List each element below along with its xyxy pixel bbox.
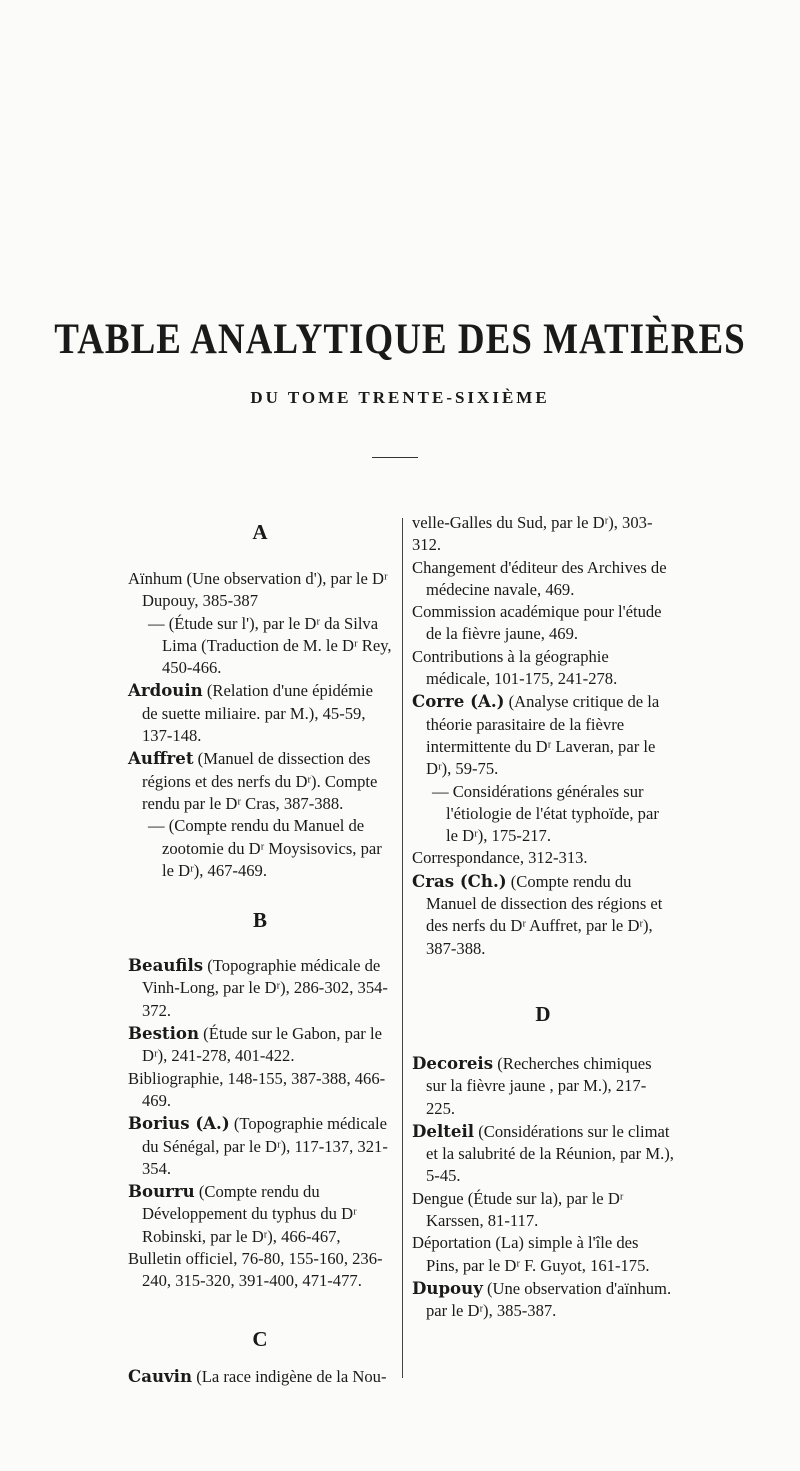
index-entry — [412, 1120, 674, 1188]
section-letter-d: D — [535, 1001, 551, 1026]
index-entry: Bibliographie, 148-155, 387-388, 466-469. — [128, 1068, 386, 1110]
entry-text: (Étude sur le Gabon, par le Dʳ), 241-278, 401-422. — [142, 1024, 382, 1066]
index-entry — [412, 1052, 674, 1120]
index-entry: — (Étude sur l'), par le Dʳ da Silva Lima (Traduction de M. le Dʳ Rey, 450-466. — [148, 613, 392, 678]
index-entry — [412, 690, 674, 780]
index-entry — [128, 1180, 392, 1248]
column-divider — [402, 518, 403, 1378]
left-column — [128, 512, 392, 1388]
index-entry: Correspondance, 312-313. — [412, 848, 588, 868]
entry-head: Bestion — [128, 1023, 200, 1044]
index-entry — [128, 747, 392, 815]
index-entry: Aïnhum (Une observation d'), par le Dʳ Dupouy, 385-387 — [128, 569, 388, 611]
entry-text: (La race indigène de la Nou- — [192, 1366, 387, 1386]
entry-head: Borius (A.) — [128, 1113, 230, 1134]
section-letter-c: C — [252, 1326, 268, 1351]
index-entry: — Considérations générales sur l'étiologie de l'état typhoïde, par le Dʳ), 175-217. — [432, 781, 659, 846]
entry-text: (Compte rendu du Manuel de dissection des régions et des nerfs du Dʳ Auffret, par le Dʳ), 387-388. — [426, 871, 663, 958]
entry-text: (Topographie médicale du Sénégal, par le Dʳ), 117-137, 321-354. — [142, 1114, 388, 1178]
index-entry: Bulletin officiel, 76-80, 155-160, 236-240, 315-320, 391-400, 471-477. — [128, 1249, 383, 1291]
entry-head: Auffret — [128, 748, 194, 769]
entry-text: (Recherches chimiques sur la fièvre jaune , par M.), 217-225. — [426, 1053, 652, 1118]
entry-head: Corre (A.) — [412, 691, 505, 712]
index-entry: Commission académique pour l'étude de la fièvre jaune, 469. — [412, 602, 662, 644]
index-entry — [128, 1022, 392, 1068]
entry-head: Ardouin — [128, 680, 203, 701]
entry-head: Beaufils — [128, 955, 204, 976]
entry-text: (Compte rendu du Développement du typhus du Dʳ Robinski, par le Dʳ), 466-467, — [142, 1182, 357, 1246]
entry-text: (Considérations sur le climat et la salubrité de la Réunion, par M.), 5-45. — [426, 1121, 674, 1186]
index-entry — [412, 870, 674, 960]
entry-text: (Une observation d'aïnhum. par le Dʳ), 385-387. — [426, 1278, 672, 1321]
entry-text: (Manuel de dissection des régions et des nerfs du Dʳ). Compte rendu par le Dʳ Cras, 387-388. — [142, 749, 378, 813]
entry-head: Bourru — [128, 1181, 195, 1202]
entry-head: Decoreis — [412, 1052, 494, 1073]
index-entry: Déportation (La) simple à l'île des Pins, par le Dʳ F. Guyot, 161-175. — [412, 1233, 650, 1275]
entry-head: Cras (Ch.) — [412, 870, 507, 891]
entry-text: (Analyse critique de la théorie parasitaire de la fièvre intermittente du Dʳ Laveran, par le Dʳ), 59-75. — [426, 692, 660, 779]
index-entry — [128, 679, 392, 747]
index-entry: Contributions à la géographie médicale, 101-175, 241-278. — [412, 646, 618, 689]
index-entry: Dengue (Étude sur la), par le Dʳ Karssen, 81-117. — [412, 1188, 624, 1231]
section-letter-b: B — [252, 908, 267, 933]
index-entry: Changement d'éditeur des Archives de médecine navale, 469. — [412, 557, 667, 599]
entry-text: (Relation d'une épidémie de suette miliaire. par M.), 45-59, 137-148. — [142, 681, 373, 746]
page-title: TABLE ANALYTIQUE DES MATIÈRES — [54, 315, 746, 364]
index-entry — [128, 954, 392, 1022]
title-rule — [372, 457, 418, 458]
section-letter-a: A — [252, 520, 268, 544]
index-entry — [128, 1365, 392, 1388]
index-entry — [128, 1112, 392, 1180]
entry-head: Dupouy — [412, 1277, 483, 1298]
entry-text: (Topographie médicale de Vinh-Long, par le Dʳ), 286-302, 354-372. — [142, 956, 388, 1020]
index-entry — [412, 1277, 674, 1323]
index-entry: — (Compte rendu du Manuel de zootomie du Dʳ Moysisovics, par le Dʳ), 467-469. — [148, 816, 382, 880]
entry-head: Cauvin — [128, 1365, 193, 1386]
index-entry: velle-Galles du Sud, par le Dʳ), 303-312. — [412, 513, 653, 555]
right-column — [412, 512, 674, 1323]
entry-head: Delteil — [412, 1120, 475, 1141]
page-subtitle: DU TOME TRENTE-SIXIÈME — [250, 388, 550, 407]
